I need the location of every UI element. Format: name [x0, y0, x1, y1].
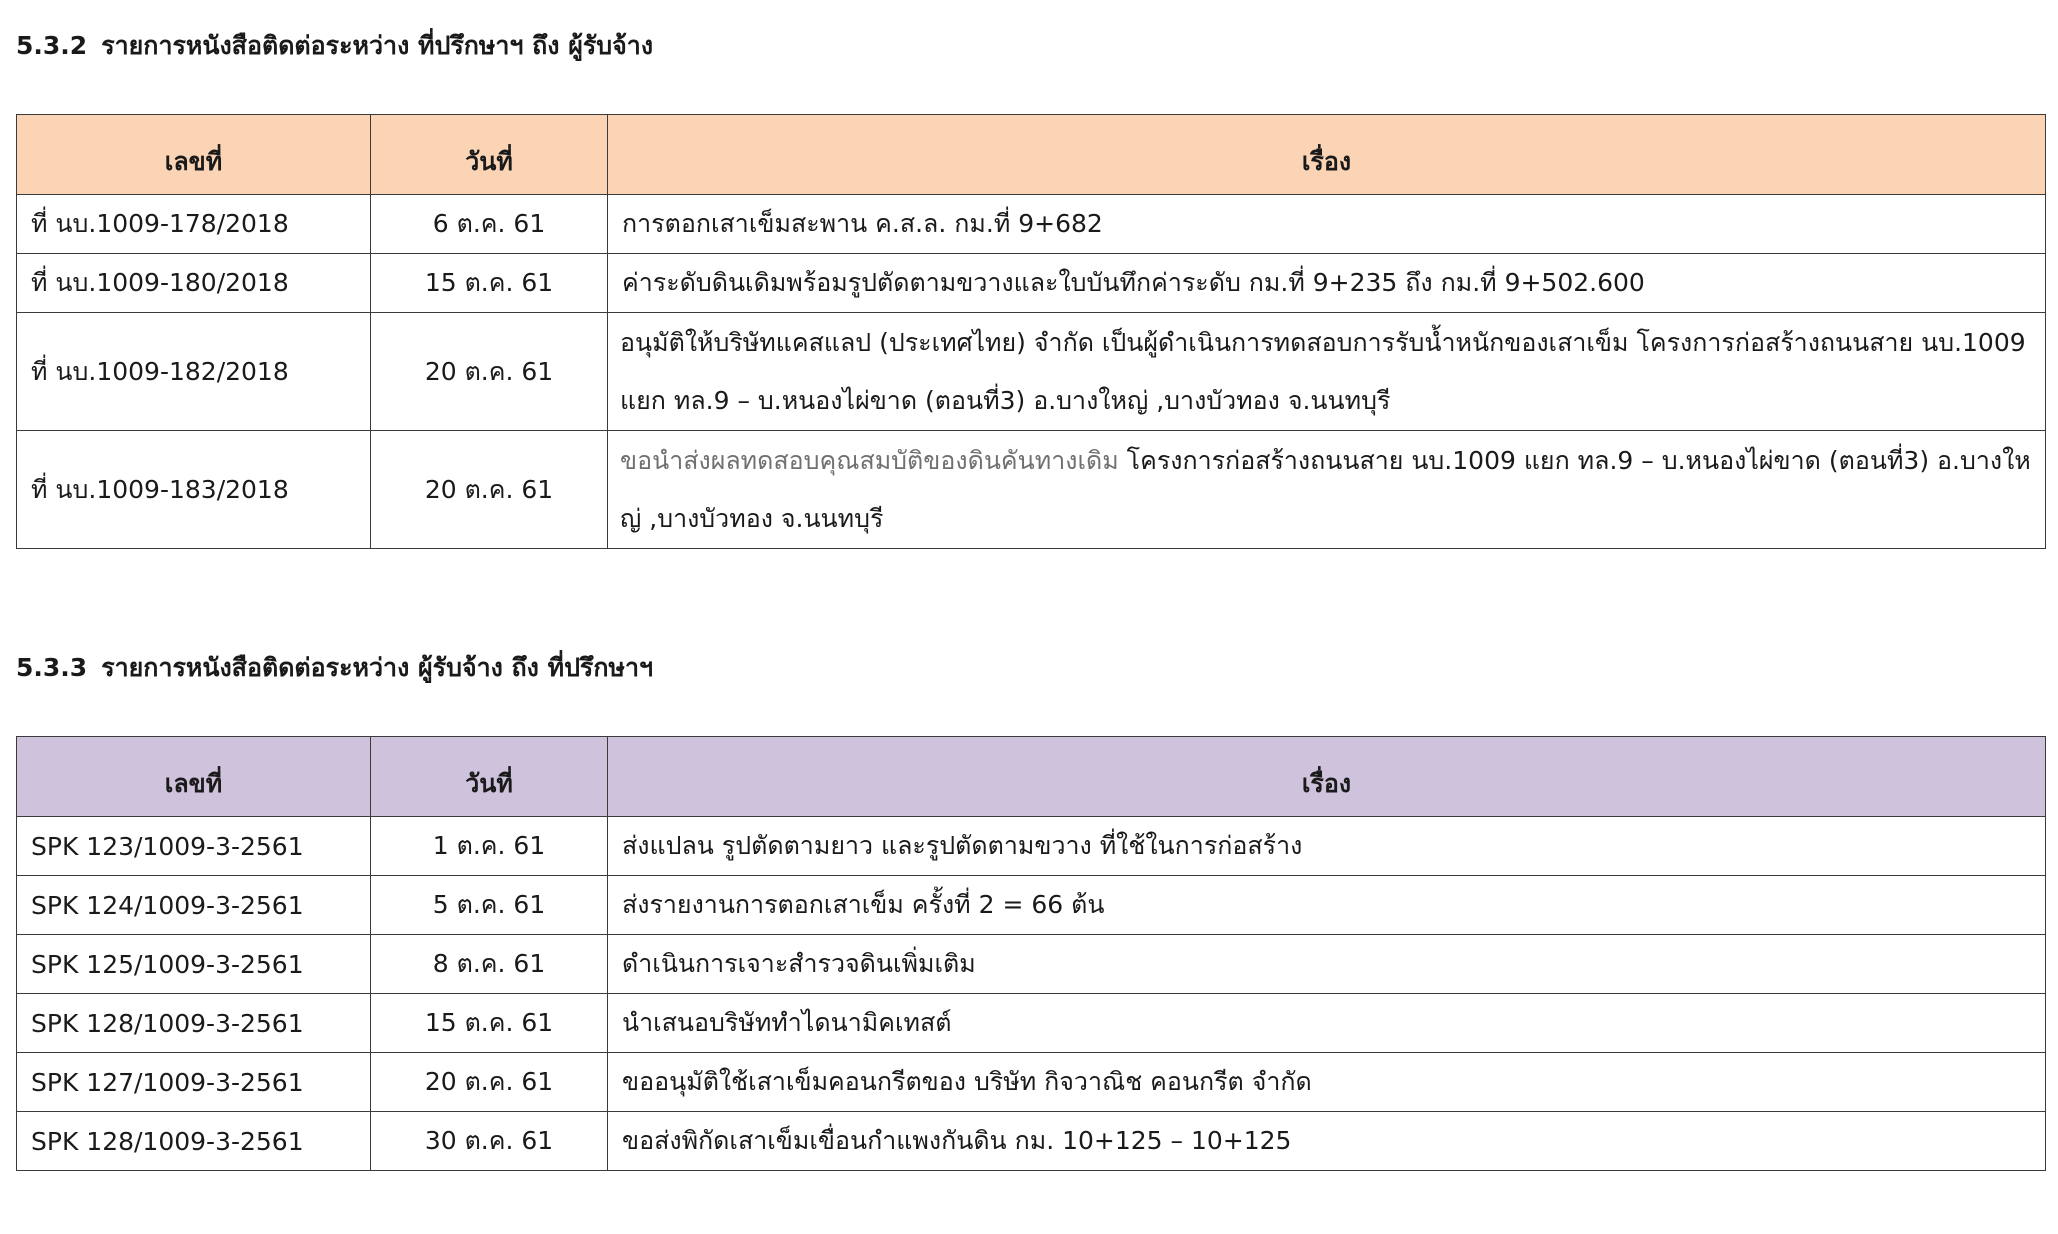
cell-date: 1 ต.ค. 61 [371, 817, 608, 876]
cell-subject: ค่าระดับดินเดิมพร้อมรูปตัดตามขวางและใบบันทึกค่าระดับ กม.ที่ 9+235 ถึง กม.ที่ 9+502.600 [608, 254, 2046, 313]
letters-table-consultant-to-contractor [16, 114, 2046, 549]
cell-letter-number: SPK 123/1009-3-2561 [17, 817, 371, 876]
column-header-number: เลขที่ [17, 737, 371, 817]
section-consultant-to-contractor [16, 28, 2045, 533]
section-heading [16, 28, 2045, 64]
table-row [17, 1112, 2046, 1171]
section-title: รายการหนังสือติดต่อระหว่าง ที่ปรึกษาฯ ถึง ผู้รับจ้าง [101, 31, 654, 60]
table-row [17, 431, 2046, 549]
table-row [17, 817, 2046, 876]
cell-date: 5 ต.ค. 61 [371, 876, 608, 935]
table-row [17, 313, 2046, 431]
column-header-number: เลขที่ [17, 115, 371, 195]
column-header-date: วันที่ [371, 115, 608, 195]
table-row [17, 935, 2046, 994]
cell-subject [608, 431, 2046, 549]
table-row [17, 195, 2046, 254]
table-row [17, 254, 2046, 313]
table-row [17, 1053, 2046, 1112]
cell-date: 20 ต.ค. 61 [371, 1053, 608, 1112]
cell-letter-number: ที่ นบ.1009-180/2018 [17, 254, 371, 313]
subject-part-grey: ขอนำส่งผลทดสอบคุณสมบัติของดินคันทางเดิม [620, 445, 1119, 475]
cell-date: 20 ต.ค. 61 [371, 431, 608, 549]
table-row [17, 994, 2046, 1053]
cell-subject: การตอกเสาเข็มสะพาน ค.ส.ล. กม.ที่ 9+682 [608, 195, 2046, 254]
section-contractor-to-consultant [16, 650, 2045, 1156]
cell-date: 6 ต.ค. 61 [371, 195, 608, 254]
subject-part: โครงการก่อสร้างถนนสาย นบ.1009 แยก ทล.9 – บ.หนองไผ่ขาด (ตอนที่3) อ.บางใหญ่ ,บางบัวทอง จ.นนทบุรี [620, 445, 2031, 533]
cell-subject: ขออนุมัติใช้เสาเข็มคอนกรีตของ บริษัท กิจวาณิช คอนกรีต จำกัด [608, 1053, 2046, 1112]
cell-letter-number: SPK 128/1009-3-2561 [17, 1112, 371, 1171]
section-title: รายการหนังสือติดต่อระหว่าง ผู้รับจ้าง ถึง ที่ปรึกษาฯ [101, 653, 654, 682]
cell-date: 20 ต.ค. 61 [371, 313, 608, 431]
section-number: 5.3.3 [16, 653, 88, 682]
cell-subject: อนุมัติให้บริษัทแคสแลป (ประเทศไทย) จำกัด เป็นผู้ดำเนินการทดสอบการรับน้ำหนักของเสาเข็ม โครงการก่อสร้างถนนสาย นบ.1009 แยก ทล.9 – บ.หนองไผ่ขาด (ตอนที่3) อ.บางใหญ่ ,บางบัวทอง จ.นนทบุรี [608, 313, 2046, 431]
cell-letter-number: SPK 125/1009-3-2561 [17, 935, 371, 994]
column-header-subject: เรื่อง [608, 115, 2046, 195]
table-header-row [17, 737, 2046, 817]
cell-subject: ดำเนินการเจาะสำรวจดินเพิ่มเติม [608, 935, 2046, 994]
cell-letter-number: SPK 124/1009-3-2561 [17, 876, 371, 935]
cell-date: 15 ต.ค. 61 [371, 254, 608, 313]
section-heading [16, 650, 2045, 686]
cell-subject: ส่งรายงานการตอกเสาเข็ม ครั้งที่ 2 = 66 ต้น [608, 876, 2046, 935]
column-header-subject: เรื่อง [608, 737, 2046, 817]
column-header-date: วันที่ [371, 737, 608, 817]
cell-subject: นำเสนอบริษัททำไดนามิคเทสต์ [608, 994, 2046, 1053]
cell-letter-number: ที่ นบ.1009-178/2018 [17, 195, 371, 254]
cell-letter-number: SPK 128/1009-3-2561 [17, 994, 371, 1053]
cell-date: 8 ต.ค. 61 [371, 935, 608, 994]
table-header-row [17, 115, 2046, 195]
cell-letter-number: SPK 127/1009-3-2561 [17, 1053, 371, 1112]
table-row [17, 876, 2046, 935]
cell-letter-number: ที่ นบ.1009-183/2018 [17, 431, 371, 549]
cell-date: 15 ต.ค. 61 [371, 994, 608, 1053]
cell-letter-number: ที่ นบ.1009-182/2018 [17, 313, 371, 431]
cell-subject: ขอส่งพิกัดเสาเข็มเขื่อนกำแพงกันดิน กม. 10+125 – 10+125 [608, 1112, 2046, 1171]
cell-subject: ส่งแปลน รูปตัดตามยาว และรูปตัดตามขวาง ที่ใช้ในการก่อสร้าง [608, 817, 2046, 876]
letters-table-contractor-to-consultant [16, 736, 2046, 1171]
cell-date: 30 ต.ค. 61 [371, 1112, 608, 1171]
section-number: 5.3.2 [16, 31, 88, 60]
